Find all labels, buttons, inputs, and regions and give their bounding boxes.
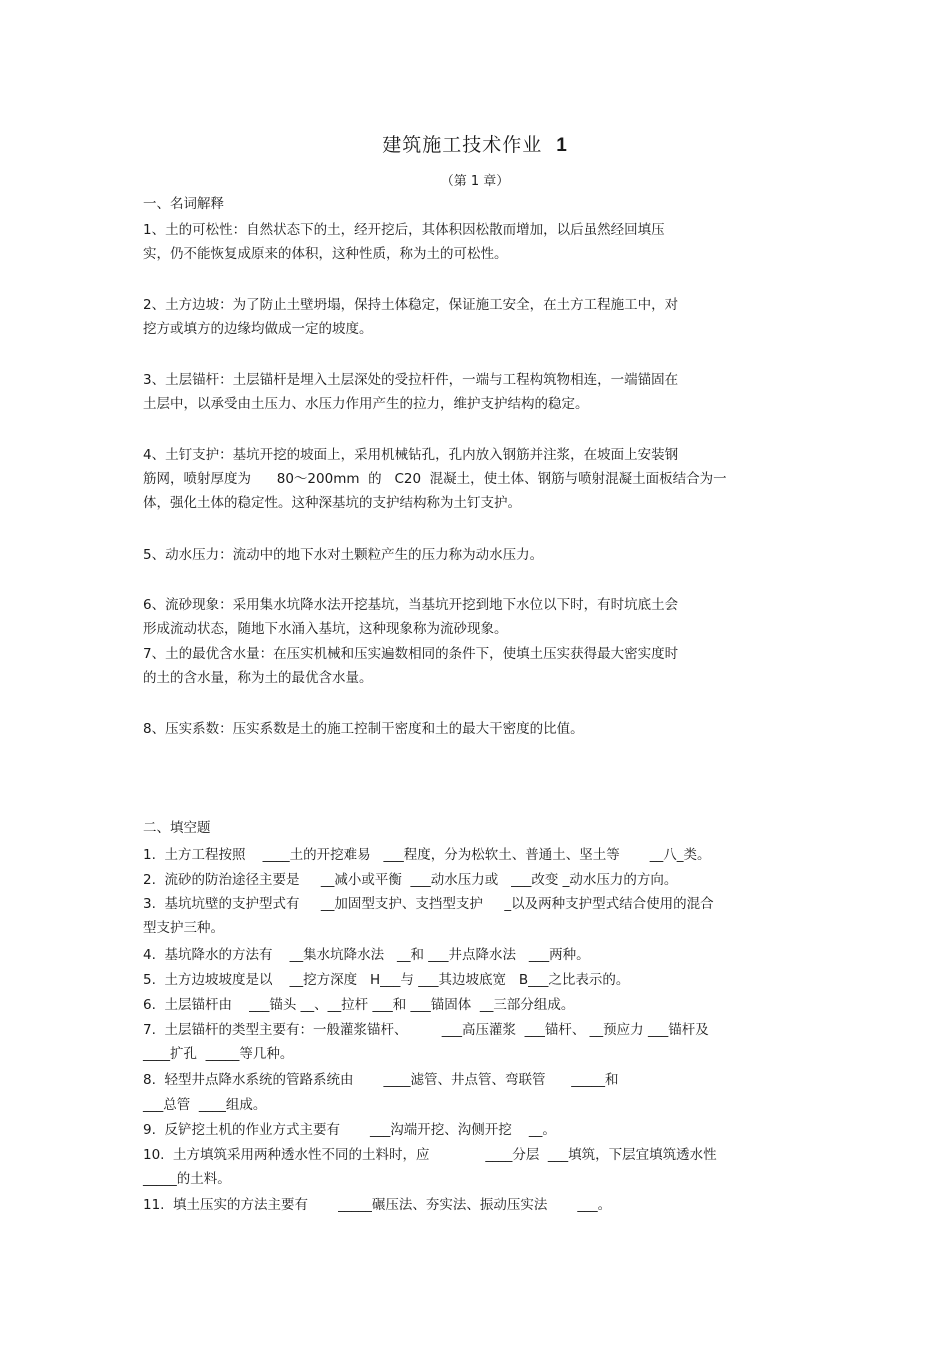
term-line: 挖方或填方的边缘均做成一定的坡度。: [143, 321, 373, 337]
term-line: 7、土的最优含水量：在压实机械和压实遍数相同的条件下，使填土压实获得最大密实度时: [143, 646, 679, 662]
question-line: _____的土料。: [143, 1171, 231, 1187]
title-number: 1: [556, 135, 568, 156]
term-line: 2、土方边坡：为了防止土壁坍塌，保持土体稳定，保证施工安全，在土方工程施工中，对: [143, 297, 679, 313]
question-line: 1. 土方工程按照 ____土的开挖难易 ___程度，分为松软土、普通土、坚土等 __八_类。: [143, 847, 711, 863]
question-line: 4. 基坑降水的方法有 __集水坑降水法 __和 ___井点降水法 ___两种。: [143, 947, 590, 963]
term-line: 3、土层锚杆：土层锚杆是埋入土层深处的受拉杆件，一端与工程构筑物相连，一端锚固在: [143, 372, 679, 388]
term-line: 实，仍不能恢复成原来的体积，这种性质，称为土的可松性。: [143, 246, 508, 262]
question-line: 7. 土层锚杆的类型主要有：一般灌浆锚杆、 ___高压灌浆 ___锚杆、 __预应力 ___锚杆及: [143, 1022, 709, 1038]
question-line: 6. 土层锚杆由 ___锚头 __、__拉杆 ___和 ___锚固体 __三部分组成。: [143, 997, 575, 1013]
question-line: ____扩孔 _____等几种。: [143, 1046, 294, 1062]
question-line: ___总管 ____组成。: [143, 1097, 267, 1113]
question-line: 9. 反铲挖土机的作业方式主要有 ___沟端开挖、沟侧开挖 __。: [143, 1122, 556, 1138]
title-text: 建筑施工技术作业: [382, 134, 543, 156]
chapter-subtitle: （第 1 章）: [440, 174, 510, 189]
term-line: 1、土的可松性：自然状态下的土，经开挖后，其体积因松散而增加，以后虽然经回填压: [143, 222, 665, 238]
question-line: 5. 土方边坡坡度是以 __挖方深度 H___与 ___其边坡底宽 B___之比表示的。: [143, 972, 630, 988]
question-line: 3. 基坑坑壁的支护型式有 __加固型支护、支挡型支护 _以及两种支护型式结合使用的混合: [143, 896, 714, 912]
section-heading-terms: 一、名词解释: [143, 196, 224, 212]
term-line: 5、动水压力：流动中的地下水对土颗粒产生的压力称为动水压力。: [143, 547, 544, 563]
question-line: 10. 土方填筑采用两种透水性不同的土料时，应 ____分层 ___填筑，下层宜填筑透水性: [143, 1147, 717, 1163]
section-heading-fill-in: 二、填空题: [143, 820, 211, 836]
term-line: 土层中，以承受由土压力、水压力作用产生的拉力，维护支护结构的稳定。: [143, 396, 589, 412]
term-line: 的土的含水量，称为土的最优含水量。: [143, 670, 373, 686]
term-line: 4、土钉支护：基坑开挖的坡面上，采用机械钻孔，孔内放入钢筋并注浆，在坡面上安装钢: [143, 447, 679, 463]
term-line: 6、流砂现象：采用集水坑降水法开挖基坑，当基坑开挖到地下水位以下时，有时坑底土会: [143, 597, 679, 613]
term-line: 形成流动状态，随地下水涌入基坑，这种现象称为流砂现象。: [143, 621, 508, 637]
question-line: 11. 填土压实的方法主要有 _____碾压法、夯实法、振动压实法 ___。: [143, 1197, 612, 1213]
term-line: 体，强化土体的稳定性。这种深基坑的支护结构称为土钉支护。: [143, 495, 521, 511]
question-line: 8. 轻型井点降水系统的管路系统由 ____滤管、井点管、弯联管 _____和: [143, 1072, 619, 1088]
page-title: [0, 130, 950, 157]
term-line: 筋网，喷射厚度为 80～200mm 的 C20 混凝土，使土体、钢筋与喷射混凝土面板结合为一: [143, 471, 727, 487]
question-line: 2. 流砂的防治途径主要是 __减小或平衡 ___动水压力或 ___改变 _动水压力的方向。: [143, 872, 678, 888]
term-line: 8、压实系数：压实系数是土的施工控制干密度和土的最大干密度的比值。: [143, 721, 584, 737]
question-line: 型支护三种。: [143, 920, 224, 936]
